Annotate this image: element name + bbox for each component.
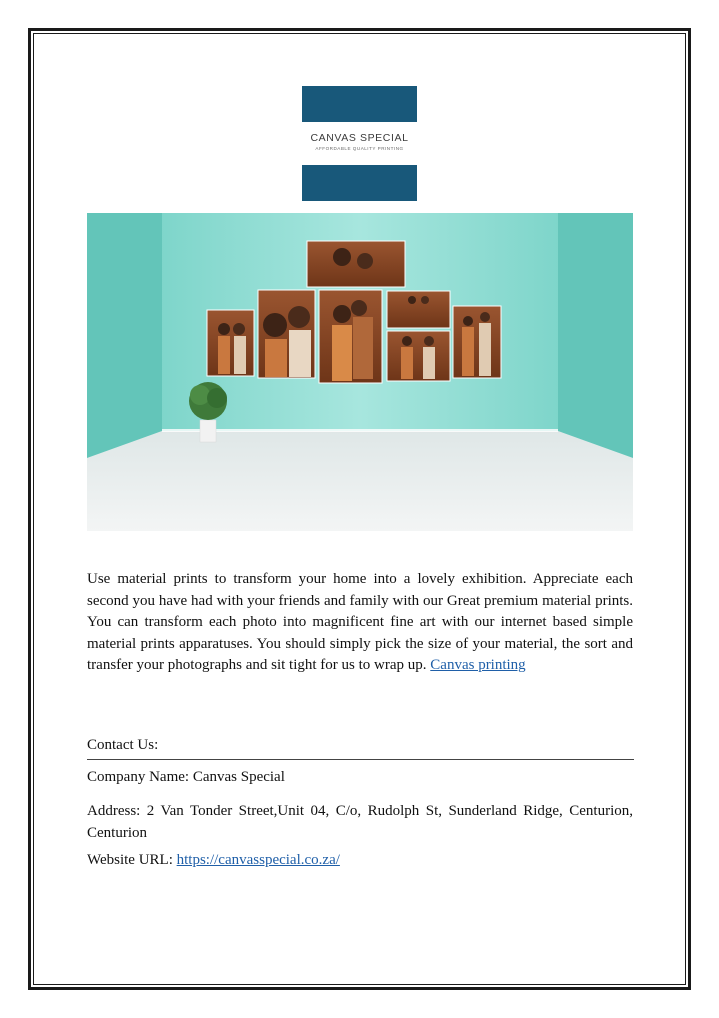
- company-name-line: [87, 769, 285, 786]
- right-side-wall: [558, 213, 633, 458]
- baseboard: [162, 429, 558, 432]
- canvas-special-logo: [302, 86, 417, 201]
- address-line: [87, 800, 633, 844]
- company-value: Canvas Special: [192, 769, 285, 785]
- intro-paragraph: [87, 569, 633, 677]
- website-line: [87, 852, 340, 869]
- print-left: [207, 310, 254, 376]
- logo-top-band: [302, 86, 417, 122]
- print-small-bottom: [387, 331, 450, 381]
- intro-paragraph-text: Use material prints to transform your home into a lovely exhibition. Appreciate each second you have had with your friends and family with our Great premium material prints. You can transform each photo into magnificent fine art with our internet based simple material prints apparatuses. You should simply pick the size of your material, the sort and transfer your photographs and sit tight for us to wrap up.: [87, 571, 633, 673]
- print-top: [307, 241, 405, 287]
- logo-bottom-band: [302, 165, 417, 201]
- contact-heading: Contact Us:: [87, 737, 159, 753]
- gallery-wall-illustration: [87, 213, 633, 531]
- print-small-top: [387, 291, 450, 328]
- contact-divider: [87, 759, 634, 760]
- website-label: Website URL:: [87, 852, 173, 868]
- address-label: Address:: [87, 803, 141, 819]
- company-label: Company Name:: [87, 769, 190, 785]
- website-url-link[interactable]: https://canvasspecial.co.za/: [176, 852, 340, 868]
- address-value: 2 Van Tonder Street,Unit 04, C/o, Rudolph St, Sunderland Ridge, Centurion, Centurion: [87, 803, 633, 841]
- left-side-wall: [87, 213, 162, 458]
- logo-tagline: AFFORDABLE QUALITY PRINTING: [315, 146, 404, 151]
- hero-image-gallery-wall: [87, 213, 633, 531]
- floor: [87, 431, 633, 531]
- logo-brand-name: CANVAS SPECIAL: [310, 132, 409, 144]
- canvas-printing-link[interactable]: Canvas printing: [430, 657, 526, 673]
- print-right: [453, 306, 501, 378]
